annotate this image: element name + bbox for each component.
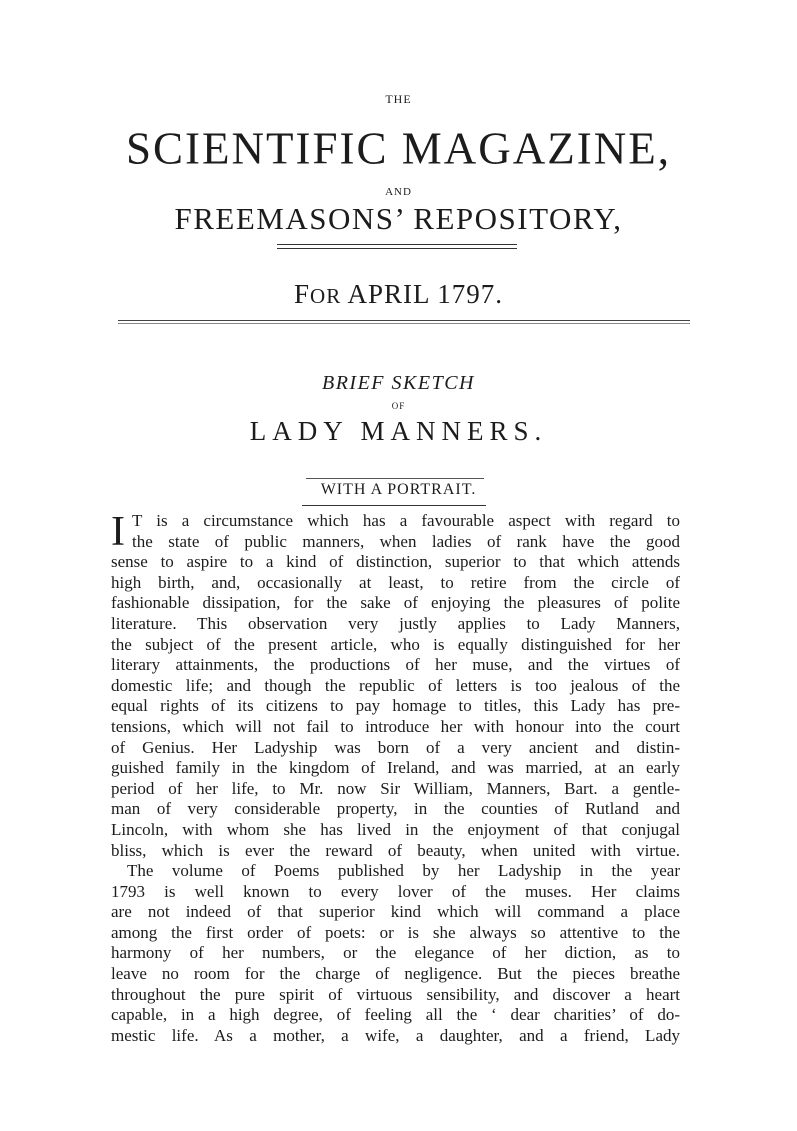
body-line: among the first order of poets: or is she always so attentive to the: [111, 922, 680, 942]
body-line: man of very considerable property, in the counties of Rutland and: [111, 799, 680, 819]
article-title-of: OF: [391, 401, 406, 411]
body-line: 1793 is well known to every lover of the muses. Her claims: [111, 881, 680, 901]
issue-date-line: [0, 281, 797, 308]
body-line: bliss, which is ever the reward of beauty, when united with virtue.: [111, 840, 680, 860]
subtitle-rule-top: [306, 478, 484, 479]
masthead-and: AND: [385, 186, 412, 198]
body-line: sense to aspire to a kind of distinction, superior to that which attends: [111, 552, 680, 572]
double-rule-divider: [277, 244, 517, 249]
body-line: guished family in the kingdom of Ireland, and was married, at an early: [111, 758, 680, 778]
body-line: period of her life, to Mr. now Sir William, Manners, Bart. a gentle-: [111, 778, 680, 798]
body-line: the state of public manners, when ladies of rank have the good: [132, 531, 680, 551]
body-line: throughout the pure spirit of virtuous sensibility, and discover a heart: [111, 984, 680, 1004]
issue-prefix-small: OR: [310, 284, 342, 308]
body-line: Lincoln, with whom she has lived in the enjoyment of that conjugal: [111, 819, 680, 839]
body-line: T is a circumstance which has a favourable aspect with regard to: [132, 511, 680, 530]
magazine-title: SCIENTIFIC MAGAZINE,: [126, 122, 671, 174]
drop-cap: I: [111, 509, 125, 555]
body-line: fashionable dissipation, for the sake of enjoying the pleasures of polite: [111, 593, 680, 613]
article-body: [111, 511, 680, 1046]
body-line: high birth, and, occasionally at least, to retire from the circle of: [111, 572, 680, 592]
long-rule-divider: [118, 320, 690, 324]
body-line: harmony of her numbers, or the elegance of her diction, as to: [111, 943, 680, 963]
issue-date: APRIL 1797.: [347, 279, 503, 309]
article-title-line1: BRIEF SKETCH: [322, 372, 475, 394]
body-line: equal rights of its citizens to pay homage to titles, this Lady has pre-: [111, 696, 680, 716]
body-line: The volume of Poems published by her Ladyship in the year: [127, 861, 680, 881]
repository-title: FREEMASONS’ REPOSITORY,: [174, 201, 623, 236]
masthead-the: THE: [385, 92, 412, 106]
article-title-line2: LADY MANNERS.: [249, 416, 548, 446]
article-subtitle: WITH A PORTRAIT.: [320, 481, 477, 498]
subtitle-rule-bottom: [302, 505, 486, 506]
body-line: literature. This observation very justly applies to Lady Manners,: [111, 613, 680, 633]
body-line: tensions, which will not fail to introduce her with honour into the court: [111, 716, 680, 736]
body-line: leave no room for the charge of negligence. But the pieces breathe: [111, 964, 680, 984]
body-line: the subject of the present article, who is equally distinguished for her: [111, 634, 680, 654]
body-line: domestic life; and though the republic of letters is too jealous of the: [111, 675, 680, 695]
body-line: mestic life. As a mother, a wife, a daughter, and a friend, Lady: [111, 1025, 680, 1045]
body-line: literary attainments, the productions of her muse, and the virtues of: [111, 655, 680, 675]
body-line: capable, in a high degree, of feeling all the ‘ dear charities’ of do-: [111, 1005, 680, 1025]
issue-prefix: F: [294, 279, 311, 309]
body-line: are not indeed of that superior kind which will command a place: [111, 902, 680, 922]
body-line: of Genius. Her Ladyship was born of a very ancient and distin-: [111, 737, 680, 757]
